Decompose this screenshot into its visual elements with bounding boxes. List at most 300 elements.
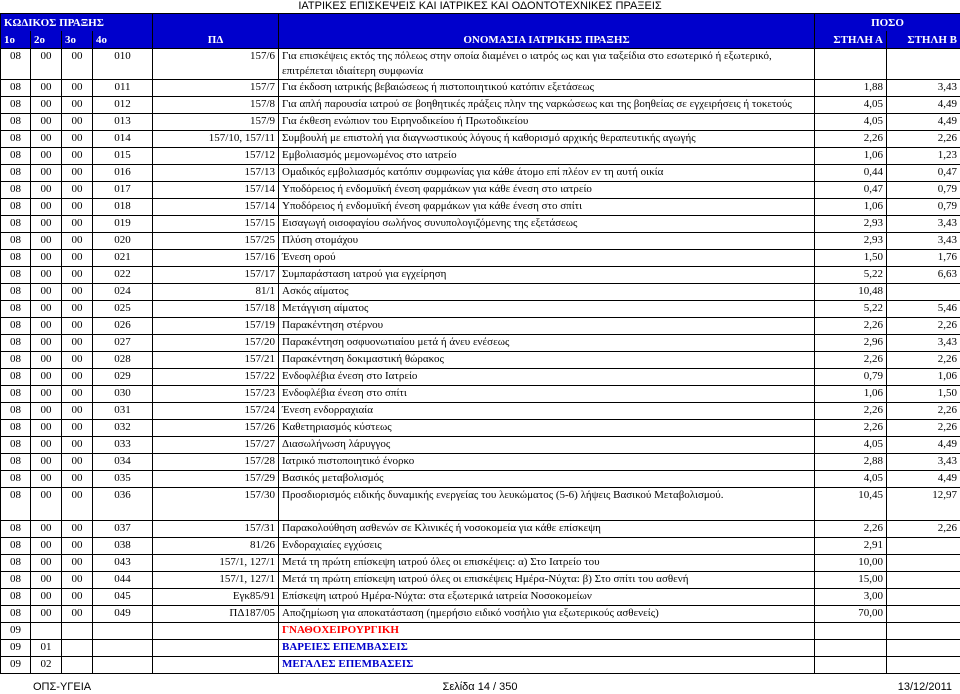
procedure-name: ΜΕΓΑΛΕΣ ΕΠΕΜΒΑΣΕΙΣ: [279, 657, 815, 674]
code-1: 08: [1, 199, 31, 216]
table-row: [1, 521, 960, 538]
amount-a: 2,26: [815, 521, 887, 538]
amount-b: [887, 538, 960, 555]
amount-a: [815, 640, 887, 657]
amount-a: 2,91: [815, 538, 887, 555]
amount-a: 2,26: [815, 318, 887, 335]
procedure-name: Εμβολιασμός μεμονωμένος στο ιατρείο: [279, 148, 815, 165]
code-1: 09: [1, 657, 31, 674]
code-3: 00: [62, 182, 93, 199]
code-1: 08: [1, 352, 31, 369]
code-2: 00: [31, 301, 62, 318]
amount-b: [887, 284, 960, 301]
code-1: 08: [1, 335, 31, 352]
amount-a: 4,05: [815, 471, 887, 488]
amount-a: 10,45: [815, 488, 887, 521]
amount-b: 4,49: [887, 114, 960, 131]
procedure-name: Προσδιορισμός ειδικής δυναμικής ενεργείας του λευκώματος (5-6) λήψεις Βασικού Μεταβολισμού.: [279, 488, 815, 521]
code-3: 00: [62, 318, 93, 335]
procedure-name: Ομαδικός εμβολιασμός κατόπιν συμφωνίας για κάθε άτομο επί πλέον εν τη αυτή οικία: [279, 165, 815, 182]
table-row: [1, 284, 960, 301]
amount-a: 2,26: [815, 403, 887, 420]
code-3: 00: [62, 301, 93, 318]
amount-a: 2,93: [815, 216, 887, 233]
code-1: 08: [1, 148, 31, 165]
code-2: 00: [31, 386, 62, 403]
procedure-name: ΓΝΑΘΟΧΕΙΡΟΥΡΓΙΚΗ: [279, 623, 815, 640]
amount-a: 10,00: [815, 555, 887, 572]
procedure-name: Ενδοφλέβια ένεση στο σπίτι: [279, 386, 815, 403]
code-1: 08: [1, 454, 31, 471]
code-3: 00: [62, 335, 93, 352]
code-2: 00: [31, 250, 62, 267]
table-row: [1, 335, 960, 352]
code-2: 00: [31, 369, 62, 386]
code-3: 00: [62, 538, 93, 555]
procedure-name: Για επισκέψεις εκτός της πόλεως στην οποία διαμένει ο ιατρός ως και για ταξείδια στο εσωτερικό ή εξωτερικό, επιτρέπεται ιδιαίτερη συμφωνία: [279, 49, 815, 80]
amount-b: 2,26: [887, 352, 960, 369]
code-4: 032: [93, 420, 153, 437]
code-4: 029: [93, 369, 153, 386]
amount-b: 2,26: [887, 420, 960, 437]
amount-b: [887, 49, 960, 80]
pd-reference: 157/12: [153, 148, 279, 165]
amount-a: 1,06: [815, 148, 887, 165]
code-4: 014: [93, 131, 153, 148]
code-4: 017: [93, 182, 153, 199]
code-3: 00: [62, 589, 93, 606]
procedure-name: Παρακέντηση δοκιμαστική θώρακος: [279, 352, 815, 369]
procedure-name: Για έκδοση ιατρικής βεβαιώσεως ή πιστοποιητικού κατόπιν εξετάσεως: [279, 80, 815, 97]
code-3: 00: [62, 437, 93, 454]
code-4: 034: [93, 454, 153, 471]
procedure-name: Αποζημίωση για αποκατάσταση (ημερήσιο ειδικό νοσήλιο για εξωτερικούς ασθενείς): [279, 606, 815, 623]
amount-a: 4,05: [815, 114, 887, 131]
code-1: 08: [1, 131, 31, 148]
amount-a: 1,06: [815, 386, 887, 403]
amount-a: 15,00: [815, 572, 887, 589]
amount-b: 1,06: [887, 369, 960, 386]
pd-reference: [153, 657, 279, 674]
code-2: 00: [31, 352, 62, 369]
amount-b: [887, 589, 960, 606]
amount-b: 2,26: [887, 521, 960, 538]
table-row: [1, 555, 960, 572]
table-body: [1, 49, 960, 674]
pd-reference: 81/1: [153, 284, 279, 301]
code-4: 010: [93, 49, 153, 80]
code-4: [93, 623, 153, 640]
col-header-b: ΣΤΗΛΗ Β: [887, 31, 960, 49]
col-header-3: 3ο: [62, 31, 93, 49]
amount-b: 4,49: [887, 97, 960, 114]
pd-reference: 157/22: [153, 369, 279, 386]
code-2: 00: [31, 555, 62, 572]
code-3: 00: [62, 148, 93, 165]
code-4: 037: [93, 521, 153, 538]
code-1: 08: [1, 488, 31, 521]
code-4: 024: [93, 284, 153, 301]
amount-b: [887, 640, 960, 657]
procedure-name: Ασκός αίματος: [279, 284, 815, 301]
code-1: 08: [1, 369, 31, 386]
pd-reference: 157/26: [153, 420, 279, 437]
table-row: [1, 386, 960, 403]
code-3: 00: [62, 216, 93, 233]
page-footer: [0, 681, 960, 694]
code-2: 00: [31, 233, 62, 250]
amount-a: 2,88: [815, 454, 887, 471]
code-1: 08: [1, 216, 31, 233]
amount-a: [815, 657, 887, 674]
code-3: [62, 640, 93, 657]
code-4: 028: [93, 352, 153, 369]
code-3: 00: [62, 267, 93, 284]
pd-reference: [153, 640, 279, 657]
footer-left: ΟΠΣ-ΥΓΕΙΑ: [33, 681, 92, 693]
code-2: 00: [31, 318, 62, 335]
procedure-name: Ιατρικό πιστοποιητικό ένορκο: [279, 454, 815, 471]
code-4: 038: [93, 538, 153, 555]
code-1: 08: [1, 267, 31, 284]
amount-a: 1,88: [815, 80, 887, 97]
code-4: 022: [93, 267, 153, 284]
col-header-pd: ΠΔ: [153, 31, 279, 49]
amount-b: 3,43: [887, 216, 960, 233]
footer-page-number: Σελίδα 14 / 350: [442, 681, 518, 693]
amount-header: ΠΟΣΟ: [815, 14, 960, 32]
table-row: [1, 233, 960, 250]
pd-reference: 157/10, 157/11: [153, 131, 279, 148]
code-1: 08: [1, 437, 31, 454]
code-4: 020: [93, 233, 153, 250]
col-header-name: ΟΝΟΜΑΣΙΑ ΙΑΤΡΙΚΗΣ ΠΡΑΞΗΣ: [279, 31, 815, 49]
code-2: 00: [31, 572, 62, 589]
table-row: [1, 182, 960, 199]
code-3: 00: [62, 521, 93, 538]
code-3: 00: [62, 386, 93, 403]
pd-reference: Εγκ85/91: [153, 589, 279, 606]
code-4: 016: [93, 165, 153, 182]
pd-reference: 157/15: [153, 216, 279, 233]
col-header-4: 4ο: [93, 31, 153, 49]
amount-b: 3,43: [887, 335, 960, 352]
code-4: 045: [93, 589, 153, 606]
procedure-name: Ένεση ενδορραχιαία: [279, 403, 815, 420]
col-header-1: 1ο: [1, 31, 31, 49]
amount-b: 3,43: [887, 233, 960, 250]
code-1: 08: [1, 521, 31, 538]
code-4: 035: [93, 471, 153, 488]
code-3: 00: [62, 233, 93, 250]
code-3: 00: [62, 165, 93, 182]
table-row: [1, 250, 960, 267]
code-1: 08: [1, 49, 31, 80]
code-3: 00: [62, 80, 93, 97]
table-row: [1, 318, 960, 335]
code-3: 00: [62, 131, 93, 148]
amount-a: 4,05: [815, 437, 887, 454]
code-2: 00: [31, 454, 62, 471]
code-2: 00: [31, 521, 62, 538]
amount-b: 3,43: [887, 454, 960, 471]
table-row: [1, 606, 960, 623]
table-row: [1, 199, 960, 216]
code-3: 00: [62, 606, 93, 623]
code-3: 00: [62, 488, 93, 521]
procedure-name: Παρακέντηση στέρνου: [279, 318, 815, 335]
amount-a: 0,47: [815, 182, 887, 199]
pd-reference: 157/31: [153, 521, 279, 538]
code-3: 00: [62, 97, 93, 114]
table-row: [1, 589, 960, 606]
code-3: [62, 623, 93, 640]
code-2: 00: [31, 589, 62, 606]
amount-a: 70,00: [815, 606, 887, 623]
code-2: 00: [31, 148, 62, 165]
col-header-a: ΣΤΗΛΗ Α: [815, 31, 887, 49]
pd-reference: 157/30: [153, 488, 279, 521]
code-1: 08: [1, 471, 31, 488]
table-row: [1, 267, 960, 284]
procedure-name: Καθετηριασμός κύστεως: [279, 420, 815, 437]
procedure-name: Εισαγωγή οισοφαγίου σωλήνος συνυπολογιζόμενης της εξετάσεως: [279, 216, 815, 233]
table-row: [1, 437, 960, 454]
pd-reference: 157/6: [153, 49, 279, 80]
amount-b: 2,26: [887, 318, 960, 335]
amount-a: 5,22: [815, 267, 887, 284]
code-4: [93, 640, 153, 657]
pd-reference: 157/17: [153, 267, 279, 284]
procedure-name: Υποδόρειος ή ενδομυϊκή ένεση φαρμάκων για κάθε ένεση στο σπίτι: [279, 199, 815, 216]
code-2: 00: [31, 114, 62, 131]
procedure-name: Επίσκεψη ιατρού Ημέρα-Νύχτα: στα εξωτερικά ιατρεία Νοσοκομείων: [279, 589, 815, 606]
code-1: 08: [1, 250, 31, 267]
procedure-name: Πλύση στομάχου: [279, 233, 815, 250]
code-1: 08: [1, 114, 31, 131]
amount-b: 5,46: [887, 301, 960, 318]
code-3: [62, 657, 93, 674]
code-2: 00: [31, 97, 62, 114]
pd-reference: 157/23: [153, 386, 279, 403]
amount-b: [887, 623, 960, 640]
code-1: 08: [1, 386, 31, 403]
code-2: 00: [31, 538, 62, 555]
amount-a: [815, 623, 887, 640]
amount-a: [815, 49, 887, 80]
code-2: 00: [31, 131, 62, 148]
code-2: 00: [31, 199, 62, 216]
code-1: 08: [1, 165, 31, 182]
table-row: [1, 216, 960, 233]
pd-reference: 157/27: [153, 437, 279, 454]
pd-reference: 157/8: [153, 97, 279, 114]
amount-b: 12,97: [887, 488, 960, 521]
code-3: 00: [62, 572, 93, 589]
amount-a: 2,93: [815, 233, 887, 250]
code-3: 00: [62, 284, 93, 301]
code-4: 011: [93, 80, 153, 97]
procedure-name: Υποδόρειος ή ενδομυϊκή ένεση φαρμάκων για κάθε ένεση στο ιατρείο: [279, 182, 815, 199]
code-2: 00: [31, 165, 62, 182]
code-2: 00: [31, 182, 62, 199]
table-row: [1, 572, 960, 589]
table-row: [1, 49, 960, 80]
amount-a: 5,22: [815, 301, 887, 318]
amount-b: 0,79: [887, 199, 960, 216]
pd-reference: 157/25: [153, 233, 279, 250]
code-3: 00: [62, 49, 93, 80]
code-1: 08: [1, 420, 31, 437]
table-row: [1, 114, 960, 131]
table-row: [1, 301, 960, 318]
code-3: 00: [62, 555, 93, 572]
amount-b: 0,47: [887, 165, 960, 182]
amount-b: 6,63: [887, 267, 960, 284]
code-1: 08: [1, 182, 31, 199]
amount-a: 2,96: [815, 335, 887, 352]
procedure-name: Ενδοραχιαίες εγχύσεις: [279, 538, 815, 555]
pd-reference: 157/14: [153, 199, 279, 216]
pd-reference: [153, 623, 279, 640]
pd-reference: 157/1, 127/1: [153, 572, 279, 589]
procedure-name: Συμβουλή με επιστολή για διαγνωστικούς λόγους ή καθορισμό αρχικής θεραπευτικής αγωγής: [279, 131, 815, 148]
pd-reference: 157/13: [153, 165, 279, 182]
amount-b: 1,23: [887, 148, 960, 165]
table-row: [1, 420, 960, 437]
pd-reference: 157/20: [153, 335, 279, 352]
amount-b: 2,26: [887, 403, 960, 420]
pd-reference: 157/19: [153, 318, 279, 335]
code-1: 08: [1, 555, 31, 572]
table-row: [1, 148, 960, 165]
pd-reference: 157/1, 127/1: [153, 555, 279, 572]
code-1: 09: [1, 623, 31, 640]
code-3: 00: [62, 403, 93, 420]
code-2: [31, 623, 62, 640]
code-4: 018: [93, 199, 153, 216]
procedure-name: Μετά τη πρώτη επίσκεψη ιατρού όλες οι επισκέψεις: α) Στο Ιατρείο του: [279, 555, 815, 572]
code-2: 00: [31, 403, 62, 420]
code-2: 02: [31, 657, 62, 674]
code-3: 00: [62, 114, 93, 131]
pd-reference: 157/7: [153, 80, 279, 97]
pd-reference: ΠΔ187/05: [153, 606, 279, 623]
procedures-table: [0, 13, 960, 674]
procedure-name: Ενδοφλέβια ένεση στο Ιατρείο: [279, 369, 815, 386]
procedure-name: Για έκθεση ενώπιον του Ειρηνοδικείου ή Πρωτοδικείου: [279, 114, 815, 131]
amount-a: 0,79: [815, 369, 887, 386]
code-2: 00: [31, 488, 62, 521]
amount-b: [887, 657, 960, 674]
amount-b: 1,76: [887, 250, 960, 267]
amount-a: 10,48: [815, 284, 887, 301]
procedure-name: Παρακέντηση οσφυονωτιαίου μετά ή άνευ ενέσεως: [279, 335, 815, 352]
table-row: [1, 471, 960, 488]
table-row: [1, 352, 960, 369]
amount-b: 1,50: [887, 386, 960, 403]
procedure-name: Παρακολούθηση ασθενών σε Κλινικές ή νοσοκομεία για κάθε επίσκεψη: [279, 521, 815, 538]
amount-b: 0,79: [887, 182, 960, 199]
code-4: 049: [93, 606, 153, 623]
header-spacer: [279, 14, 815, 32]
code-4: 027: [93, 335, 153, 352]
procedure-name: Μετάγγιση αίματος: [279, 301, 815, 318]
code-3: 00: [62, 471, 93, 488]
pd-reference: 157/24: [153, 403, 279, 420]
code-4: 025: [93, 301, 153, 318]
code-3: 00: [62, 352, 93, 369]
code-4: 026: [93, 318, 153, 335]
code-4: 044: [93, 572, 153, 589]
code-1: 08: [1, 233, 31, 250]
header-spacer: [153, 14, 279, 32]
document-title: ΙΑΤΡΙΚΕΣ ΕΠΙΣΚΕΨΕΙΣ ΚΑΙ ΙΑΤΡΙΚΕΣ ΚΑΙ ΟΔΟΝΤΟΤΕΧΝΙΚΕΣ ΠΡΑΞΕΙΣ: [298, 0, 662, 12]
table-row: [1, 623, 960, 640]
code-3: 00: [62, 454, 93, 471]
table-row: [1, 369, 960, 386]
code-4: 013: [93, 114, 153, 131]
table-row: [1, 657, 960, 674]
amount-a: 2,26: [815, 352, 887, 369]
code-2: 00: [31, 267, 62, 284]
code-4: 030: [93, 386, 153, 403]
code-1: 08: [1, 318, 31, 335]
code-3: 00: [62, 199, 93, 216]
code-2: 00: [31, 216, 62, 233]
code-1: 08: [1, 538, 31, 555]
procedure-name: Διασωλήνωση λάρυγγος: [279, 437, 815, 454]
code-3: 00: [62, 420, 93, 437]
code-4: 012: [93, 97, 153, 114]
procedure-name: Για απλή παρουσία ιατρού σε βοηθητικές πράξεις πλην της ναρκώσεως και της βοηθείας σε εγχειρήσεις ή τοκετούς: [279, 97, 815, 114]
header-row-top: [1, 14, 960, 32]
procedure-name: Συμπαράσταση ιατρού για εγχείρηση: [279, 267, 815, 284]
pd-reference: 157/28: [153, 454, 279, 471]
pd-reference: 157/29: [153, 471, 279, 488]
amount-a: 4,05: [815, 97, 887, 114]
amount-b: 4,49: [887, 437, 960, 454]
code-2: 00: [31, 437, 62, 454]
code-2: 01: [31, 640, 62, 657]
code-4: 036: [93, 488, 153, 521]
code-1: 08: [1, 589, 31, 606]
code-1: 08: [1, 403, 31, 420]
table-row: [1, 403, 960, 420]
amount-a: 1,50: [815, 250, 887, 267]
pd-reference: 157/18: [153, 301, 279, 318]
code-4: 043: [93, 555, 153, 572]
code-header: ΚΩΔΙΚΟΣ ΠΡΑΞΗΣ: [1, 14, 153, 32]
table-row: [1, 80, 960, 97]
col-header-2: 2ο: [31, 31, 62, 49]
table-row: [1, 131, 960, 148]
code-2: 00: [31, 49, 62, 80]
code-2: 00: [31, 335, 62, 352]
table-row: [1, 640, 960, 657]
code-1: 08: [1, 80, 31, 97]
table-row: [1, 97, 960, 114]
procedure-name: ΒΑΡΕΙΕΣ ΕΠΕΜΒΑΣΕΙΣ: [279, 640, 815, 657]
code-1: 08: [1, 284, 31, 301]
code-4: 021: [93, 250, 153, 267]
pd-reference: 157/9: [153, 114, 279, 131]
code-2: 00: [31, 471, 62, 488]
procedure-name: Μετά τη πρώτη επίσκεψη ιατρού όλες οι επισκέψεις Ημέρα-Νύχτα: β) Στο σπίτι του ασθενή: [279, 572, 815, 589]
pd-reference: 157/14: [153, 182, 279, 199]
code-1: 09: [1, 640, 31, 657]
code-4: [93, 657, 153, 674]
